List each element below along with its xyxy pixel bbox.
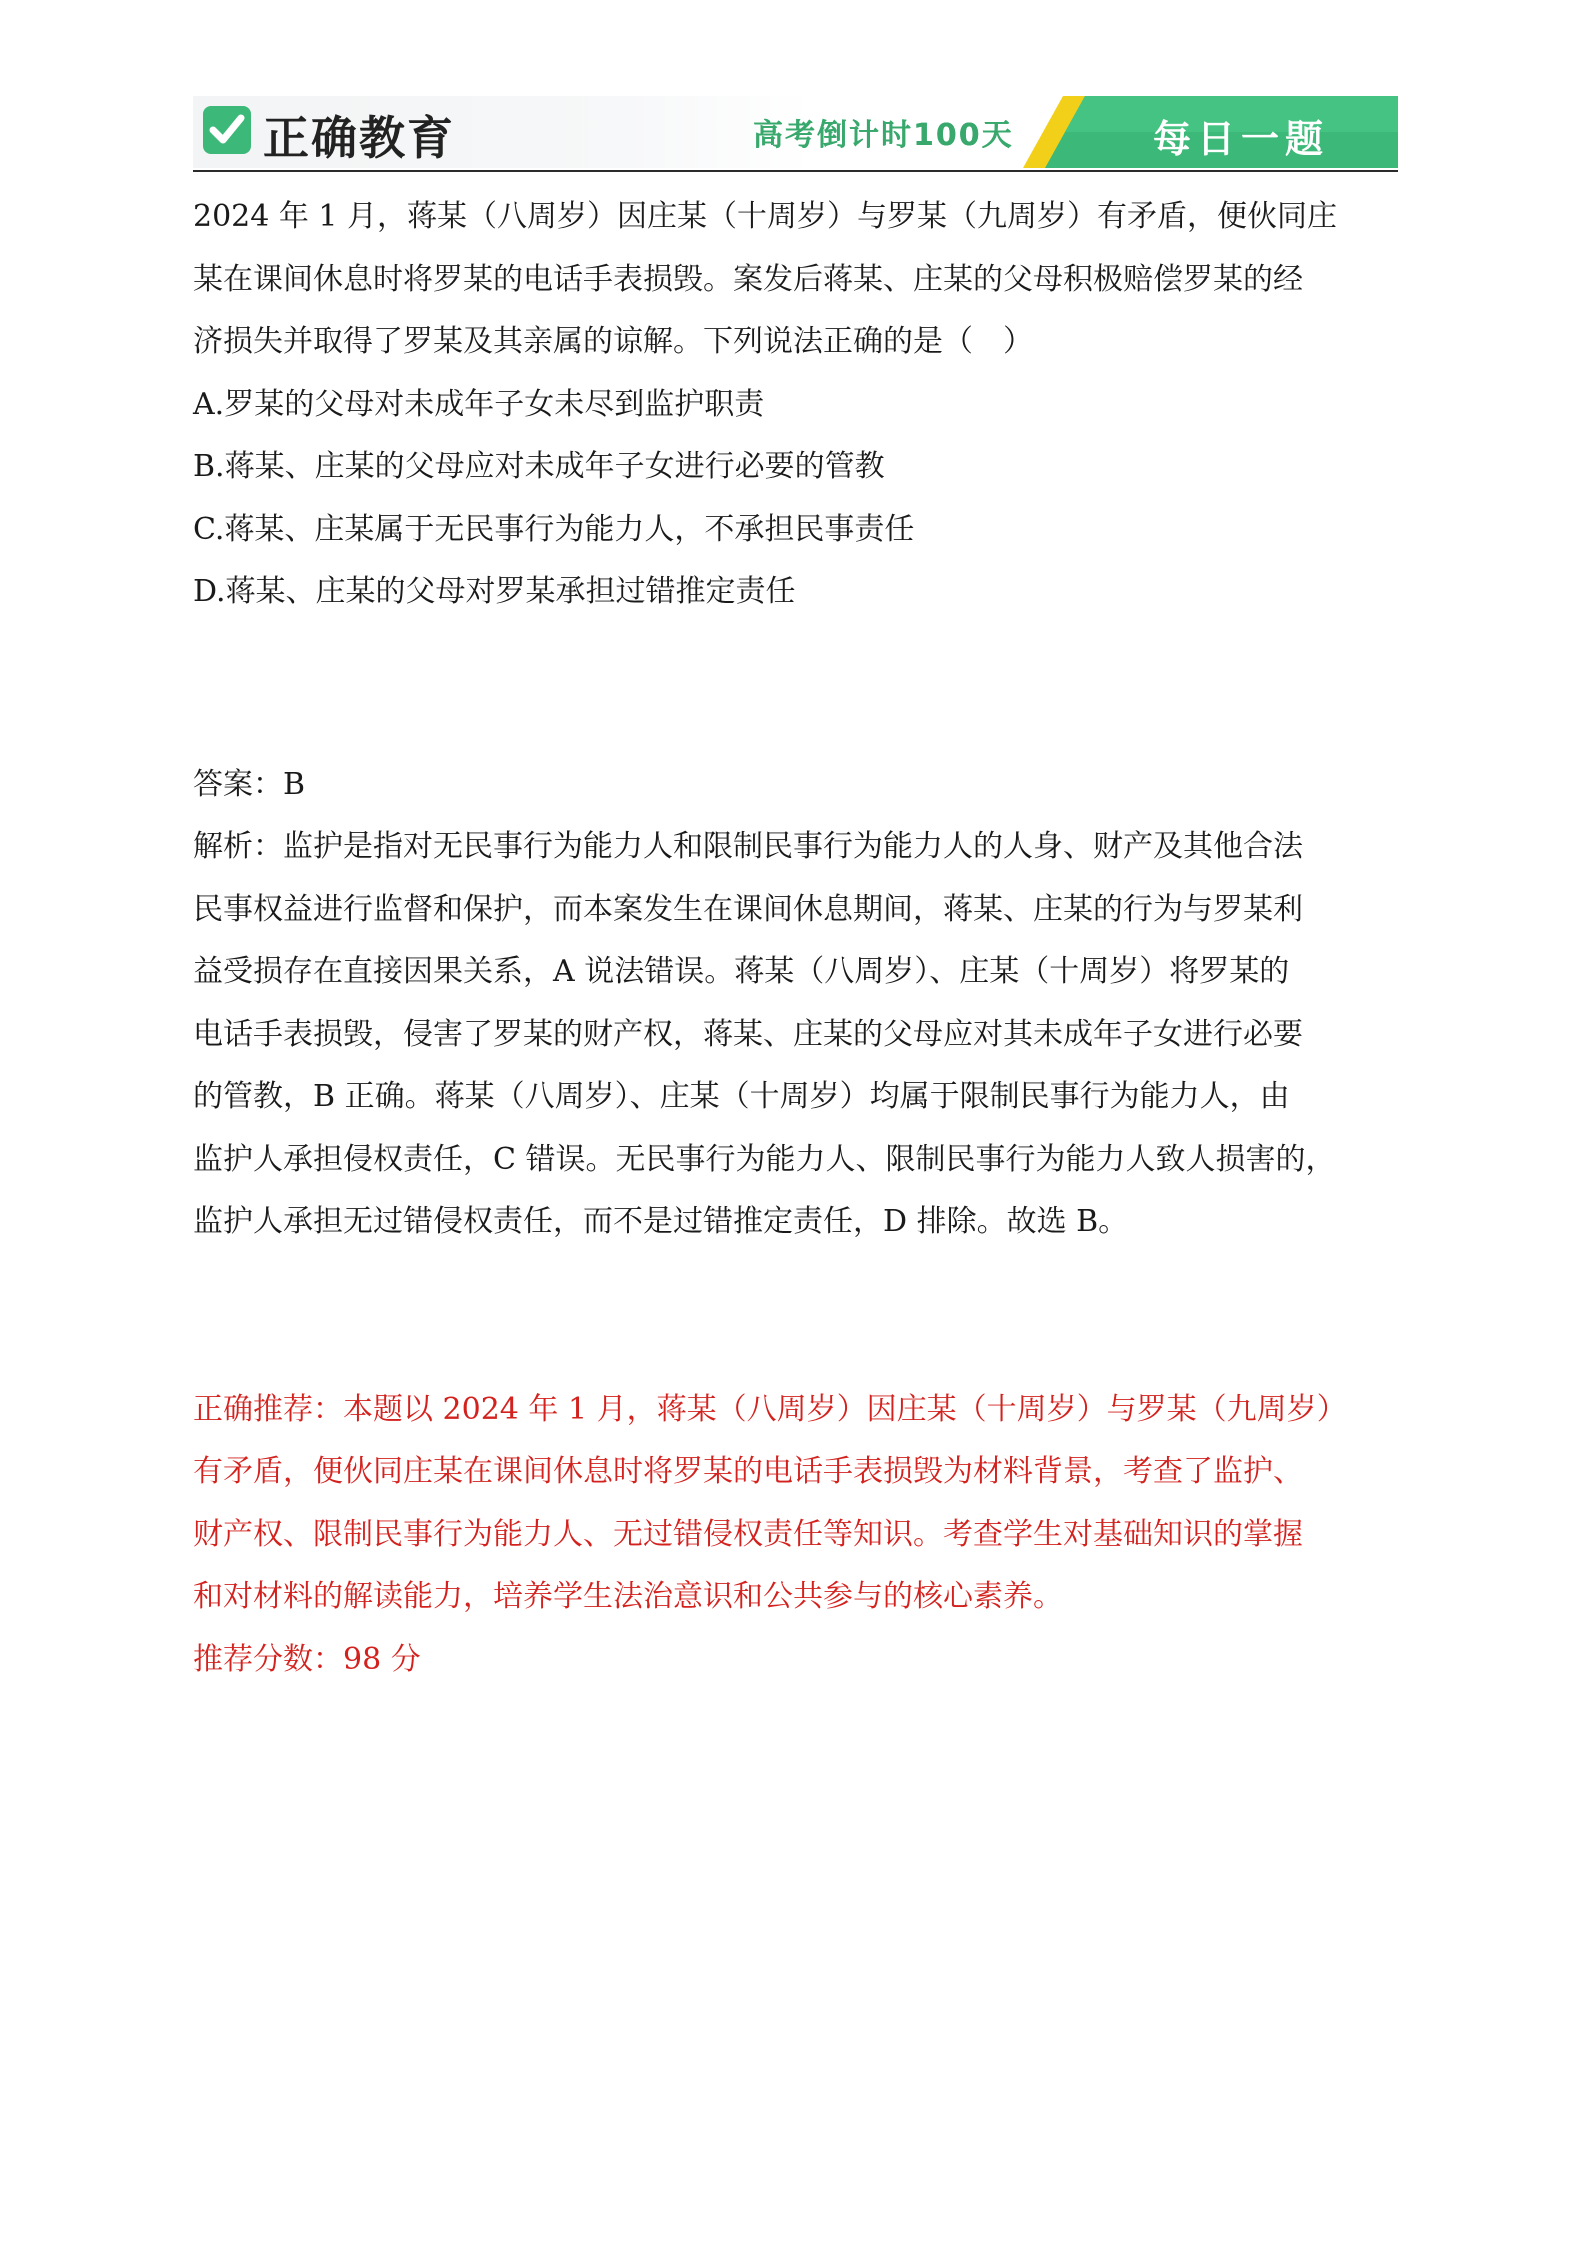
answer-label: 答案：B (193, 766, 306, 802)
question-stem (193, 186, 1428, 374)
spacer (193, 624, 1428, 754)
daily-question-label: 每日一题 (1153, 117, 1330, 161)
recommendation (193, 1379, 1428, 1692)
recommendation-line: 有矛盾，便伙同庄某在课间休息时将罗某的电话手表损毁为材料背景，考查了监护、 (193, 1454, 1303, 1489)
countdown-label: 高考倒计时100天 (753, 110, 1014, 154)
spacer (193, 1254, 1428, 1379)
recommendation-line: 和对材料的解读能力，培养学生法治意识和公共参与的核心素养。 (193, 1579, 1063, 1614)
analysis-line: 民事权益进行监督和保护，而本案发生在课间休息期间，蒋某、庄某的行为与罗某利 (193, 891, 1303, 927)
stem-line: 某在课间休息时将罗某的电话手表损毁。案发后蒋某、庄某的父母积极赔偿罗某的经 (193, 261, 1303, 297)
page-header (193, 96, 1398, 172)
stem-line: 济损失并取得了罗某及其亲属的谅解。下列说法正确的是（ ） (193, 324, 1033, 359)
recommendation-score: 推荐分数：98 分 (193, 1641, 421, 1677)
analysis-line: 益受损存在直接因果关系，A 说法错误。蒋某（八周岁）、庄某（十周岁）将罗某的 (193, 954, 1290, 989)
option-a: A.罗某的父母对未成年子女未尽到监护职责 (193, 386, 765, 422)
question-options (193, 374, 1428, 624)
analysis-line: 监护人承担侵权责任，C 错误。无民事行为能力人、限制民事行为能力人致人损害的， (193, 1141, 1336, 1177)
analysis (193, 816, 1428, 1254)
option-c: C.蒋某、庄某属于无民事行为能力人，不承担民事责任 (193, 511, 915, 547)
analysis-line: 电话手表损毁，侵害了罗某的财产权，蒋某、庄某的父母应对其未成年子女进行必要 (193, 1016, 1303, 1052)
stem-line: 2024 年 1 月，蒋某（八周岁）因庄某（十周岁）与罗某（九周岁）有矛盾，便伙同庄 (193, 199, 1338, 234)
daily-question-banner (1023, 96, 1398, 168)
option-b: B.蒋某、庄某的父母应对未成年子女进行必要的管教 (193, 449, 885, 484)
recommendation-line: 财产权、限制民事行为能力人、无过错侵权责任等知识。考查学生对基础知识的掌握 (193, 1516, 1303, 1552)
analysis-line: 解析：监护是指对无民事行为能力人和限制民事行为能力人的人身、财产及其他合法 (193, 829, 1303, 864)
option-d: D.蒋某、庄某的父母对罗某承担过错推定责任 (193, 574, 796, 609)
analysis-line: 的管教，B 正确。蒋某（八周岁）、庄某（十周岁）均属于限制民事行为能力人，由 (193, 1079, 1290, 1114)
checkmark-logo-icon (203, 106, 251, 154)
brand-block (193, 96, 813, 168)
analysis-line: 监护人承担无过错侵权责任，而不是过错推定责任，D 排除。故选 B。 (193, 1204, 1129, 1239)
recommendation-line: 正确推荐：本题以 2024 年 1 月，蒋某（八周岁）因庄某（十周岁）与罗某（九周岁） (193, 1391, 1347, 1427)
brand-name: 正确教育 (263, 111, 455, 165)
document-body (193, 186, 1428, 1691)
